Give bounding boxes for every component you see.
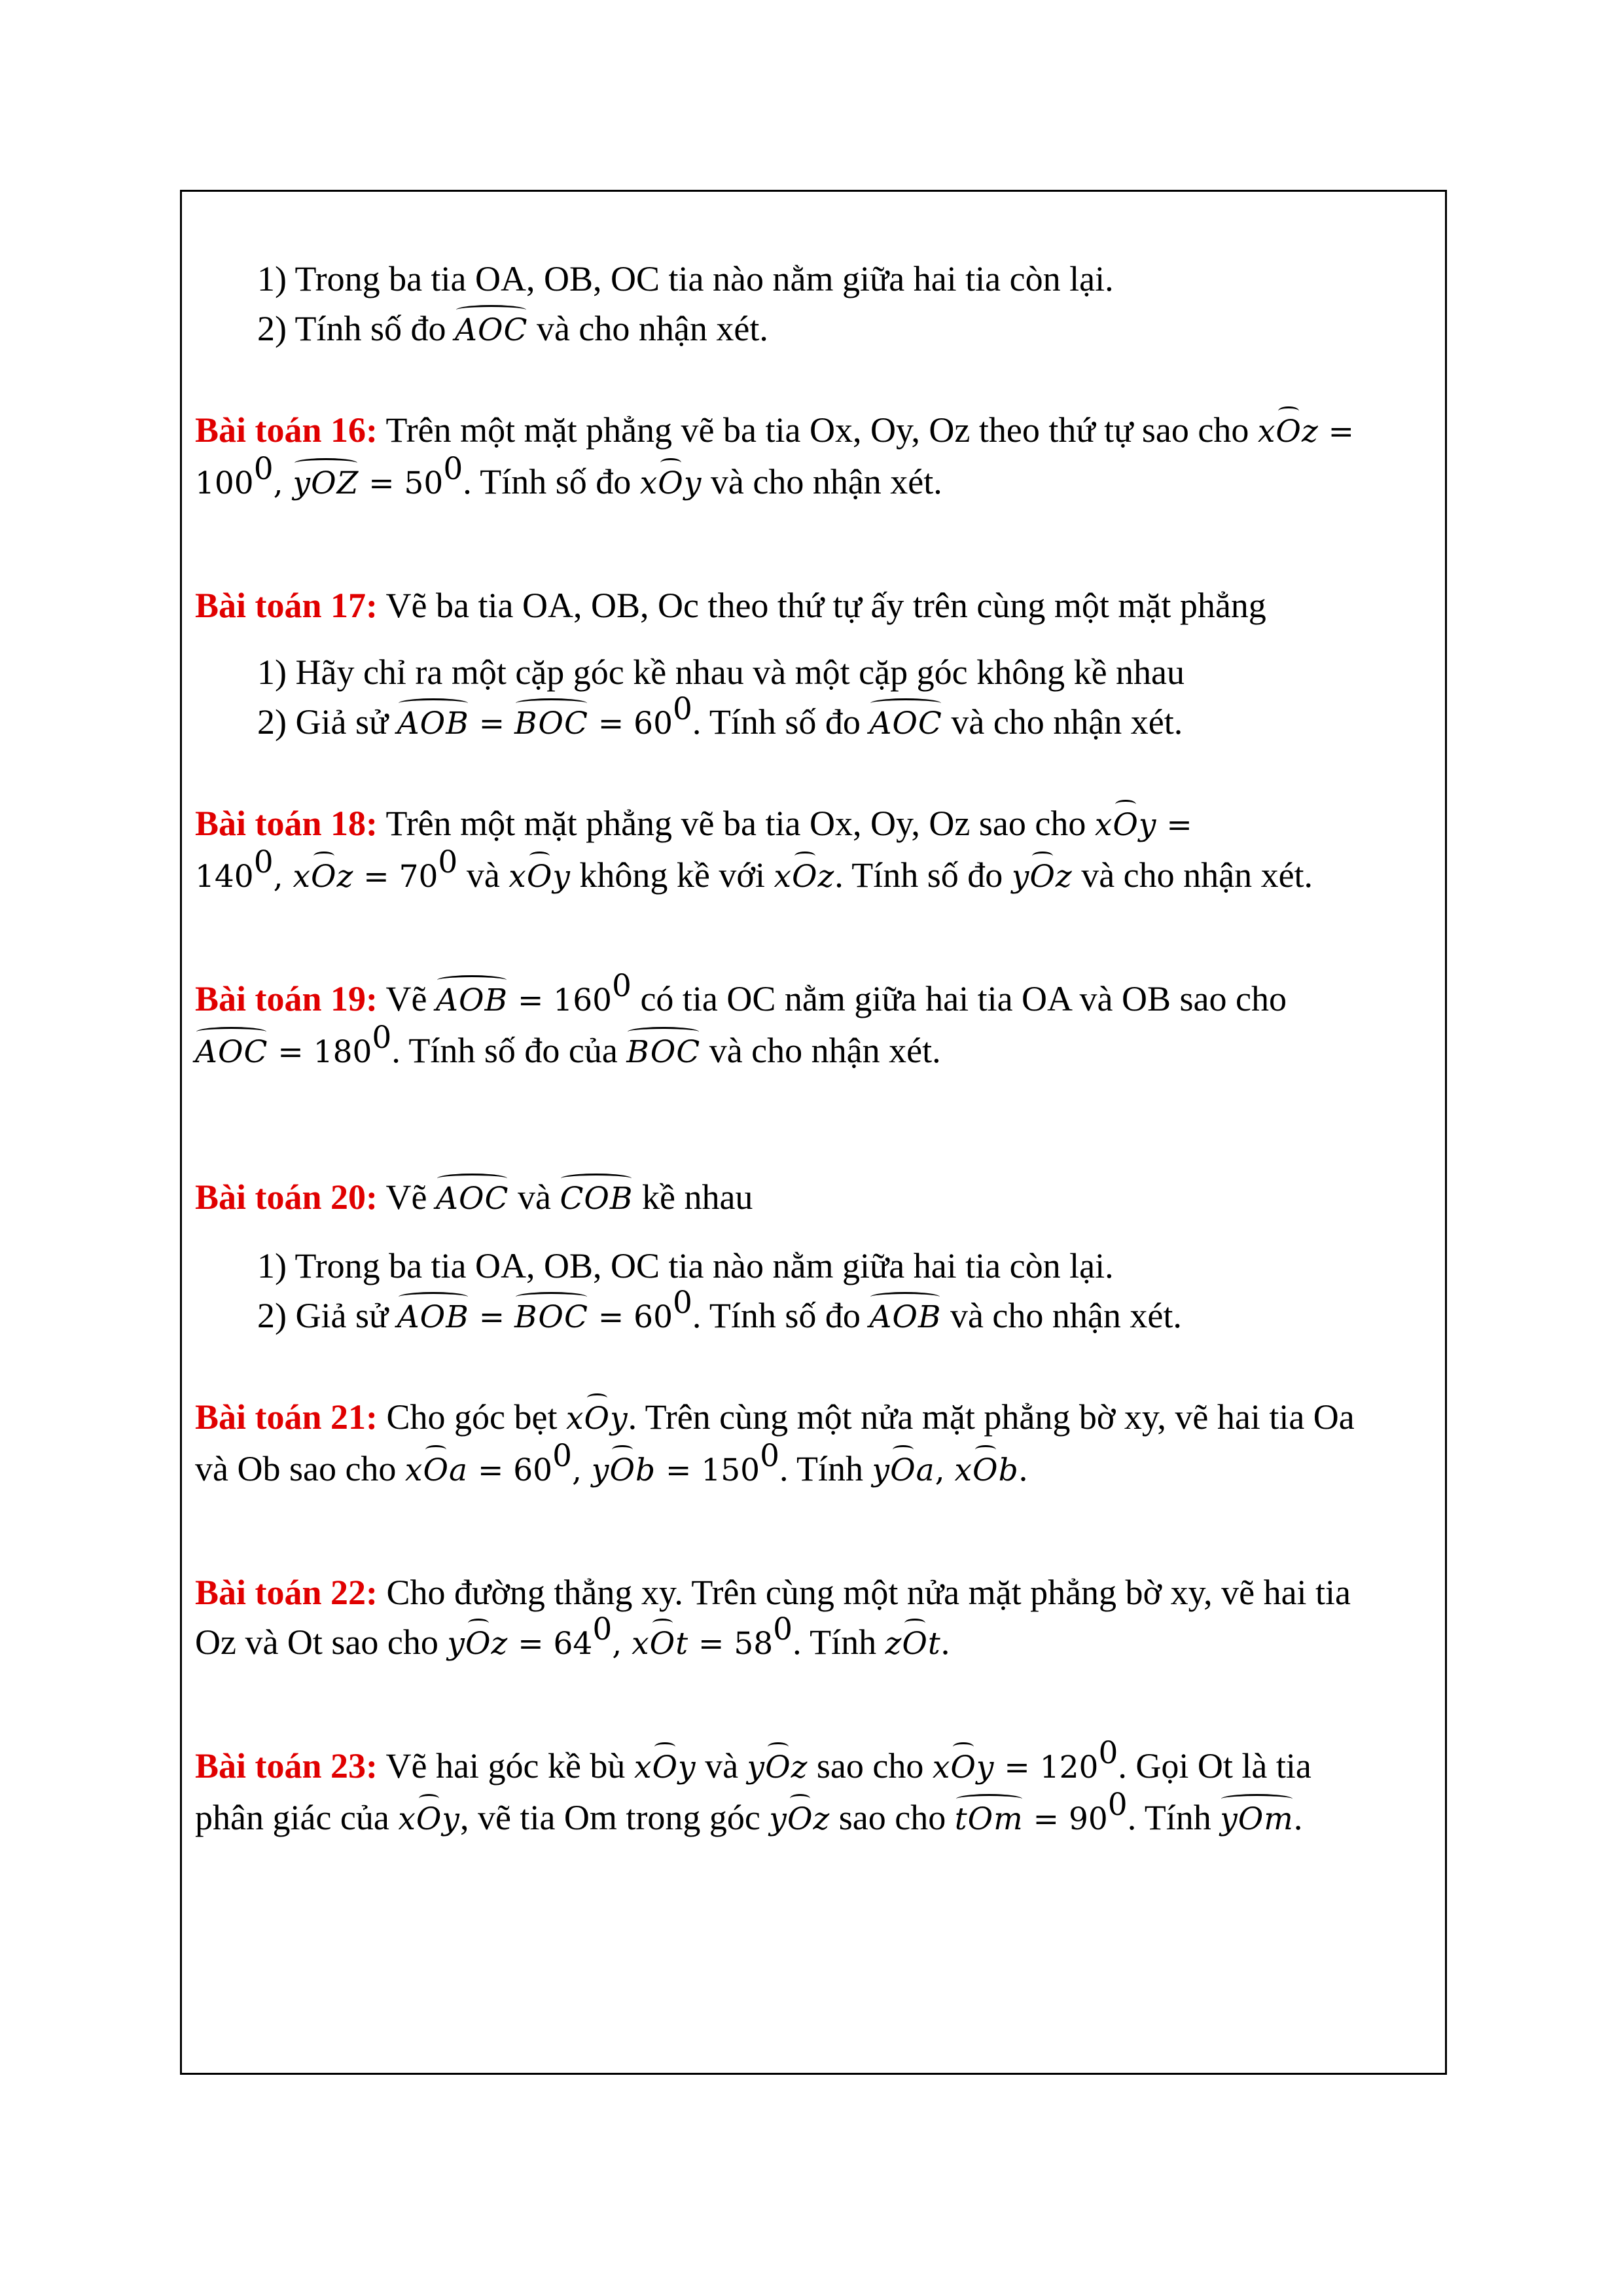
problem-22: Bài toán 22: Cho đường thẳng xy. Trên cùng một nửa mặt phẳng bờ xy, vẽ hai tia Oz và Ot sao cho yOz = $64^0$, xOt = $58^0$. Tính zOt. [195, 1568, 1425, 1669]
problem-label: Bài toán 22: [195, 1573, 378, 1612]
problem-label: Bài toán 16: [195, 410, 378, 450]
list-item: 2) Giả sử AOB = BOC = $60^0$. Tính số đo AOC và cho nhận xét. [195, 697, 1425, 749]
angle-symbol: yOZ [293, 459, 359, 509]
list-item: 1) Hãy chỉ ra một cặp góc kề nhau và một cặp góc không kề nhau [257, 653, 1185, 692]
problem-label: Bài toán 17: [195, 586, 378, 625]
problem-17: Bài toán 17: Vẽ ba tia OA, OB, Oc theo thứ tự ấy trên cùng một mặt phẳng 1) Hãy chỉ ra một cặp góc kề nhau và một cặp góc không kề nhau 2) Giả sử AOB = BOC = $60^0$. Tính số đo AOC và cho nhận xét. [195, 581, 1425, 749]
problem-label: Bài toán 21: [195, 1397, 378, 1437]
problem-label: Bài toán 19: [195, 979, 378, 1018]
problem-label: Bài toán 23: [195, 1746, 378, 1785]
problem-label: Bài toán 20: [195, 1177, 378, 1217]
problem-16: Bài toán 16: Trên một mặt phẳng vẽ ba tia Ox, Oy, Oz theo thứ tự sao cho xOz = $100^0$, yOZ = $50^0$. Tính số đo xOy và cho nhận xét. [195, 405, 1425, 509]
list-item: 2) Tính số đo AOC và cho nhận xét. [195, 304, 1425, 355]
list-item: 1) Trong ba tia OA, OB, OC tia nào nằm giữa hai tia còn lại. [257, 1246, 1114, 1285]
angle-symbol: AOC [455, 306, 527, 355]
problem-box [180, 190, 1447, 2075]
problem-21: Bài toán 21: Cho góc bẹt xOy. Trên cùng một nửa mặt phẳng bờ xy, vẽ hai tia Oa và Ob sao cho xOa = $60^0$, yOb = $150^0$. Tính yOa, xOb. [195, 1392, 1425, 1496]
problem-18: Bài toán 18: Trên một mặt phẳng vẽ ba tia Ox, Oy, Oz sao cho xOy = $140^0$, xOz = $70^0$ và xOy không kề với xOz. Tính số đo yOz và cho nhận xét. [195, 798, 1425, 902]
problem-content [195, 254, 1425, 1844]
list-item: 2) Giả sử AOB = BOC = $60^0$. Tính số đo AOB và cho nhận xét. [195, 1291, 1425, 1342]
problem-label: Bài toán 18: [195, 804, 378, 843]
list-item: 1) Trong ba tia OA, OB, OC tia nào nằm giữa hai tia còn lại. [257, 259, 1114, 298]
problem-23: Bài toán 23: Vẽ hai góc kề bù xOy và yOz sao cho xOy = $120^0$. Gọi Ot là tia phân giác của xOy, vẽ tia Om trong góc yOz sao cho tOm = $90^0$. Tính yOm. [195, 1741, 1425, 1844]
problem-19: Bài toán 19: Vẽ AOB = $160^0$ có tia OC nằm giữa hai tia OA và OB sao cho AOC = $180^0$. Tính số đo của BOC và cho nhận xét. [195, 974, 1425, 1077]
problem-20: Bài toán 20: Vẽ AOC và COB kề nhau 1) Trong ba tia OA, OB, OC tia nào nằm giữa hai tia còn lại. 2) Giả sử AOB = BOC = $60^0$. Tính số đo AOB và cho nhận xét. [195, 1172, 1425, 1342]
